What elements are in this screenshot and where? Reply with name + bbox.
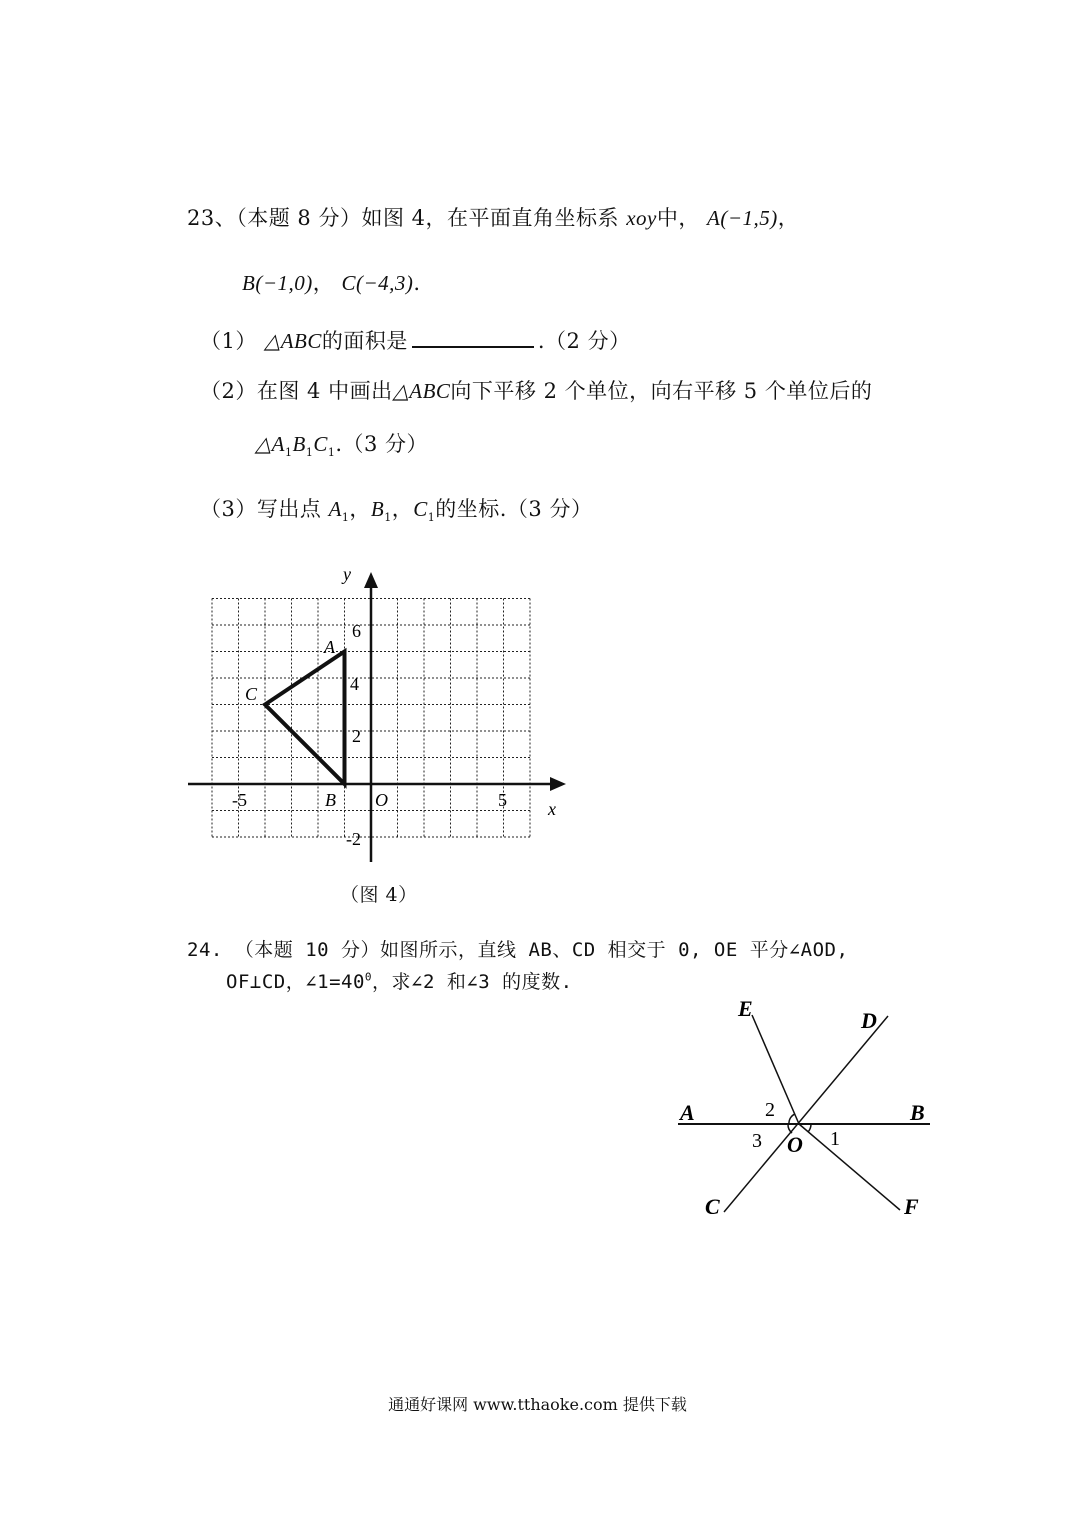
q23-p2-label: （2） — [200, 379, 257, 403]
q23-p3-text-a: 写出点 — [256, 497, 322, 521]
subscript: 1 — [327, 446, 336, 460]
ray-of — [799, 1124, 900, 1210]
q24-line1: 24. （本题 10 分）如图所示，直线 AB、CD 相交于 0, OE 平分∠AOD, — [187, 939, 849, 961]
angle-1-arc — [808, 1124, 811, 1132]
q23-p3-b: B — [370, 497, 385, 521]
label-c: C — [705, 1194, 720, 1219]
angle-label-2: 2 — [765, 1099, 775, 1121]
axis-label-x: x — [548, 799, 556, 819]
label-f: F — [904, 1194, 919, 1219]
q23-point-c: C(−4,3) — [341, 271, 414, 295]
q23-score: （本题 8 分） — [236, 206, 362, 230]
tick-x-pos5: 5 — [498, 790, 507, 810]
angle-label-3: 3 — [752, 1130, 762, 1152]
tick-y-neg2: -2 — [346, 829, 361, 849]
q23-p2-text-a: 在图 4 中画出 — [256, 379, 393, 403]
q23-p1-triangle: △ABC — [264, 329, 322, 353]
label-a: A — [680, 1100, 695, 1125]
degree-superscript: 0 — [364, 970, 373, 984]
separator: ， — [349, 497, 371, 521]
q24-line2-b: ，求∠2 和∠3 的度数. — [372, 971, 573, 993]
angle-2-arc — [789, 1114, 795, 1124]
label-o: O — [787, 1132, 803, 1157]
q23-intro-a: 如图 4，在平面直角坐标系 — [361, 206, 619, 230]
q24-line2-a: OF⊥CD，∠1=40 — [226, 971, 365, 993]
q23-p2-triangle: △ABC — [392, 379, 451, 403]
q23-p3-text-b: 的坐标.（3 分） — [435, 497, 593, 521]
tick-y-2: 2 — [352, 726, 361, 746]
separator: ， — [391, 497, 414, 521]
label-d: D — [861, 1008, 877, 1033]
origin-label: O — [375, 790, 388, 810]
q23-p2-tri2-c: C — [313, 432, 328, 456]
line-cd — [724, 1016, 888, 1212]
vertex-label-b: B — [325, 790, 336, 810]
tick-y-6: 6 — [352, 621, 361, 641]
vertex-label-a: A — [324, 637, 335, 657]
q23-p2-tail: .（3 分） — [335, 432, 429, 456]
q23-p1-label: （1） — [200, 329, 257, 353]
q23-intro-b: 中， — [656, 206, 700, 230]
q23-p1-text: 的面积是 — [321, 329, 408, 353]
axis-label-y: y — [343, 564, 351, 584]
label-b: B — [910, 1100, 925, 1125]
figure-4-caption: （图 4） — [340, 884, 418, 906]
q23-p3-c: C — [413, 497, 428, 521]
subscript: 1 — [427, 511, 436, 525]
q23-number: 23、 — [187, 206, 237, 230]
tick-y-4: 4 — [350, 674, 359, 694]
q23-period: . — [413, 271, 421, 295]
vertex-label-c: C — [245, 684, 258, 704]
q23-point-b: B(−1,0) — [242, 271, 313, 295]
q23-xoy: xoy — [626, 206, 657, 230]
subscript: 1 — [305, 446, 314, 460]
label-e: E — [738, 996, 753, 1021]
q23-p2-tri2-b: B — [292, 432, 306, 456]
subscript: 1 — [341, 511, 350, 525]
footer: 通通好课网 www.tthaoke.com 提供下载 — [388, 1395, 687, 1414]
q23-comma: ， — [777, 206, 800, 230]
q23-p3-label: （3） — [200, 497, 257, 521]
q23-p1-tail: .（2 分） — [537, 329, 631, 353]
q23-p2-tri2-a: △A — [255, 432, 285, 456]
ray-oe — [752, 1015, 799, 1124]
q23-p3-a: A — [328, 497, 342, 521]
q23-p2-text-b: 向下平移 2 个单位，向右平移 5 个单位后的 — [450, 379, 873, 403]
angle-label-1: 1 — [830, 1128, 840, 1150]
subscript: 1 — [284, 446, 293, 460]
q23-point-a: A(−1,5) — [707, 206, 778, 230]
subscript: 1 — [384, 511, 392, 525]
tick-x-neg5: -5 — [232, 790, 247, 810]
q23-comma2: ， — [312, 271, 335, 295]
